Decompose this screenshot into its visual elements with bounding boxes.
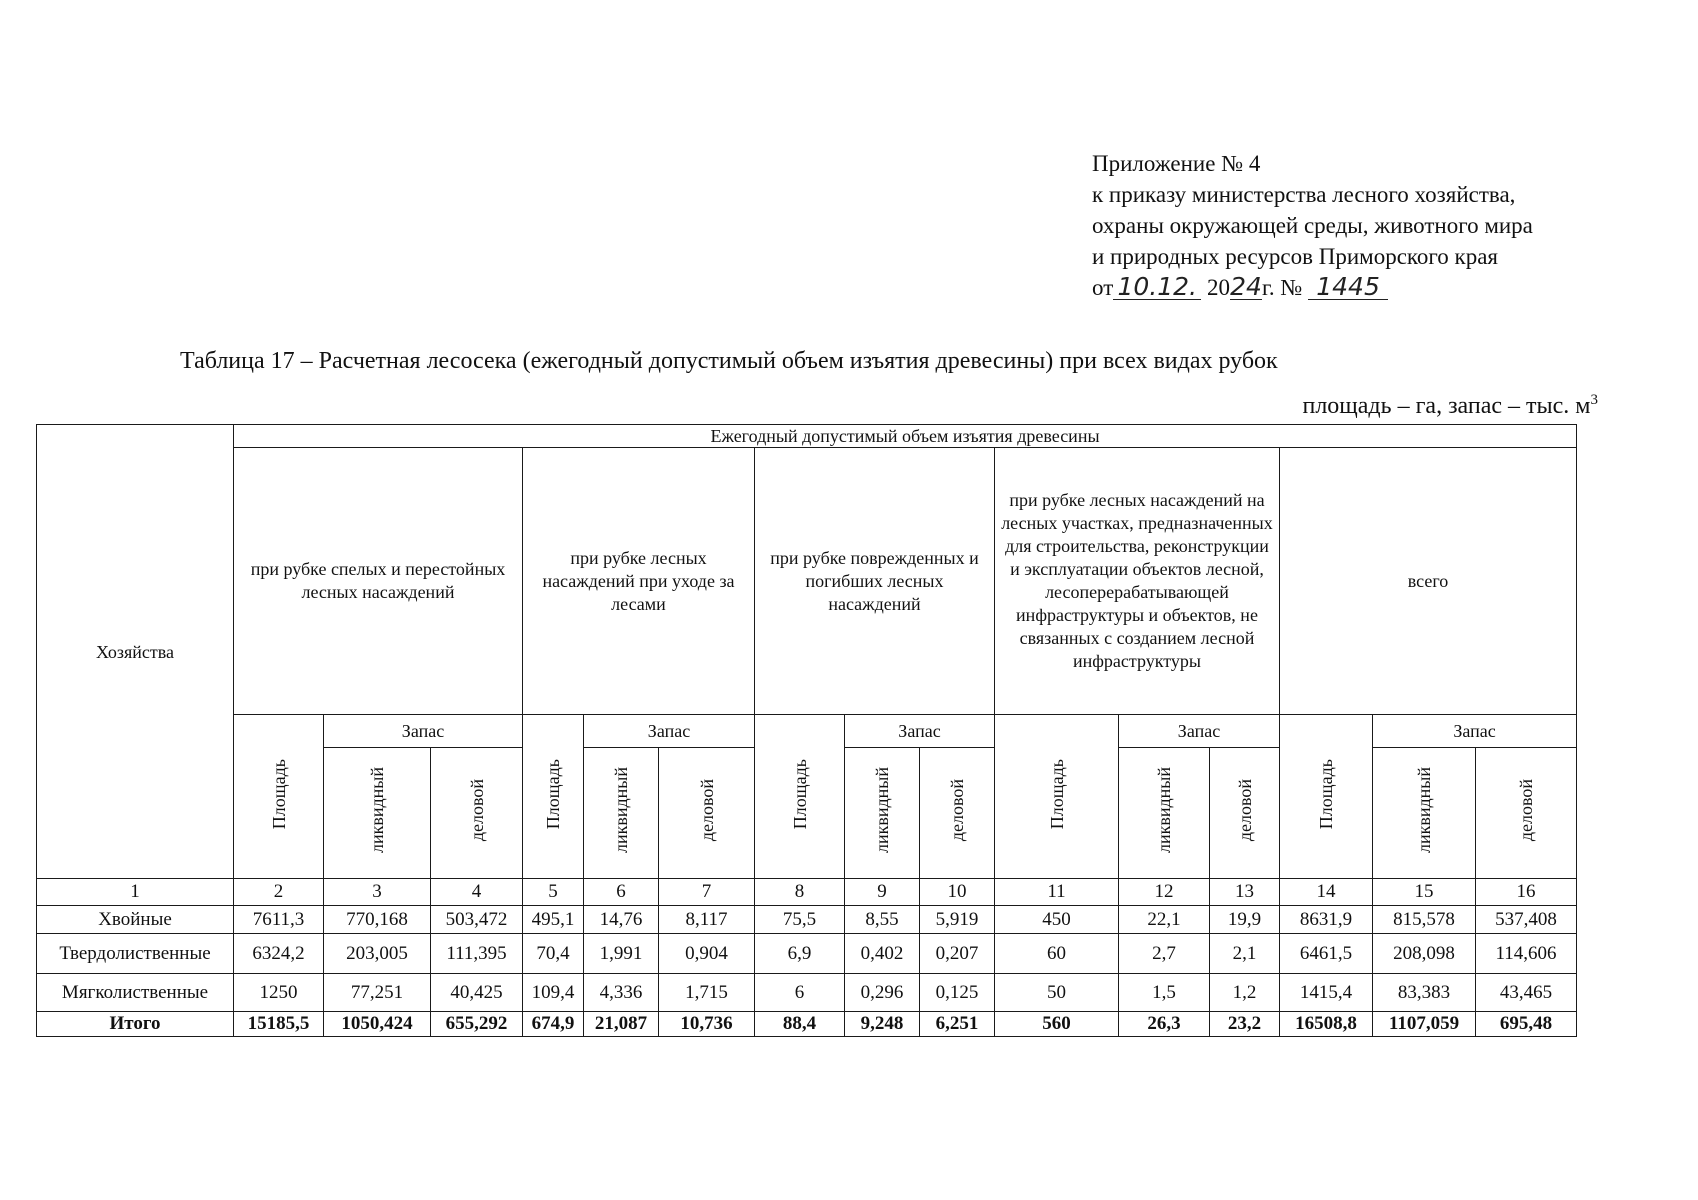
annex-year: 24 [1230, 272, 1262, 301]
group-header-1: при рубке спелых и перестойных лесных насаждений [234, 448, 523, 715]
business-header: деловой [920, 748, 995, 879]
table-row [37, 906, 1577, 934]
business-header: деловой [431, 748, 523, 879]
business-header: деловой [659, 748, 755, 879]
table-cell: 770,168 [324, 906, 431, 934]
total-cell: 23,2 [1210, 1012, 1280, 1037]
table-cell: 8,55 [845, 906, 920, 934]
table-cell: 83,383 [1373, 974, 1476, 1012]
allowable-cut-table [36, 424, 1577, 1037]
row-name: Мягколиственные [37, 974, 234, 1012]
table-cell: 5,919 [920, 906, 995, 934]
table-cell: 450 [995, 906, 1119, 934]
units-text: площадь – га, запас – тыс. м [1302, 393, 1591, 419]
table-row [37, 974, 1577, 1012]
total-cell: 655,292 [431, 1012, 523, 1037]
liquid-header: ликвидный [1119, 748, 1210, 879]
table-cell: 503,472 [431, 906, 523, 934]
table-cell: 1,2 [1210, 974, 1280, 1012]
table-cell: 109,4 [523, 974, 584, 1012]
stock-header: Запас [584, 715, 755, 748]
table-cell: 0,207 [920, 934, 995, 974]
table-cell: 2,7 [1119, 934, 1210, 974]
annex-line-1: Приложение № 4 [1092, 151, 1261, 176]
stock-header: Запас [845, 715, 995, 748]
business-header: деловой [1210, 748, 1280, 879]
area-header: Площадь [755, 715, 845, 879]
table-cell: 70,4 [523, 934, 584, 974]
area-header: Площадь [523, 715, 584, 879]
table-cell: 19,9 [1210, 906, 1280, 934]
total-cell: 88,4 [755, 1012, 845, 1037]
group-header-5: всего [1280, 448, 1577, 715]
table-cell: 0,904 [659, 934, 755, 974]
table-cell: 50 [995, 974, 1119, 1012]
column-number: 13 [1210, 879, 1280, 906]
table-cell: 208,098 [1373, 934, 1476, 974]
annex-year-prefix: 20 [1207, 275, 1230, 300]
table-cell: 0,402 [845, 934, 920, 974]
units-note [1302, 392, 1598, 420]
column-number: 8 [755, 879, 845, 906]
total-cell: 15185,5 [234, 1012, 324, 1037]
table-cell: 815,578 [1373, 906, 1476, 934]
header-farms: Хозяйства [37, 425, 234, 879]
total-cell: 695,48 [1476, 1012, 1577, 1037]
table-cell: 1415,4 [1280, 974, 1373, 1012]
table-cell: 1,991 [584, 934, 659, 974]
annex-line-3: охраны окружающей среды, животного мира [1092, 213, 1533, 238]
table-row [37, 934, 1577, 974]
total-cell: 9,248 [845, 1012, 920, 1037]
column-number: 5 [523, 879, 584, 906]
annex-block [1092, 148, 1533, 303]
column-number-row [37, 879, 1577, 906]
stock-header: Запас [324, 715, 523, 748]
table-cell: 1,715 [659, 974, 755, 1012]
total-row [37, 1012, 1577, 1037]
annex-prefix: от [1092, 275, 1114, 300]
annex-line-2: к приказу министерства лесного хозяйства, [1092, 182, 1516, 207]
table-cell: 4,336 [584, 974, 659, 1012]
column-number: 2 [234, 879, 324, 906]
annex-date: 10.12. [1113, 275, 1201, 300]
area-header: Площадь [995, 715, 1119, 879]
column-number: 3 [324, 879, 431, 906]
annex-line-5 [1092, 272, 1533, 303]
total-cell: 26,3 [1119, 1012, 1210, 1037]
total-cell: 560 [995, 1012, 1119, 1037]
row-name: Хвойные [37, 906, 234, 934]
header-top: Ежегодный допустимый объем изъятия древесины [234, 425, 1577, 448]
table-cell: 0,125 [920, 974, 995, 1012]
table-cell: 77,251 [324, 974, 431, 1012]
group-header-4: при рубке лесных насаждений на лесных участках, предназначенных для строительства, реконструкции и эксплуатации объектов лесной, лесоперерабатывающей инфраструктуры и объектов, не связанных с созданием лесной инфраструктуры [995, 448, 1280, 715]
stock-header: Запас [1373, 715, 1577, 748]
table-cell: 40,425 [431, 974, 523, 1012]
business-header: деловой [1476, 748, 1577, 879]
row-name: Твердолиственные [37, 934, 234, 974]
table-cell: 8,117 [659, 906, 755, 934]
table-cell: 60 [995, 934, 1119, 974]
table-cell: 75,5 [755, 906, 845, 934]
total-cell: 10,736 [659, 1012, 755, 1037]
total-cell: 16508,8 [1280, 1012, 1373, 1037]
column-number: 1 [37, 879, 234, 906]
group-header-3: при рубке поврежденных и погибших лесных насаждений [755, 448, 995, 715]
liquid-header: ликвидный [324, 748, 431, 879]
table-cell: 2,1 [1210, 934, 1280, 974]
liquid-header: ликвидный [1373, 748, 1476, 879]
column-number: 9 [845, 879, 920, 906]
table-cell: 6461,5 [1280, 934, 1373, 974]
total-cell: 1050,424 [324, 1012, 431, 1037]
table-cell: 1250 [234, 974, 324, 1012]
table-title: Таблица 17 – Расчетная лесосека (ежегодный допустимый объем изъятия древесины) при всех видах рубок [180, 348, 1278, 374]
table-cell: 537,408 [1476, 906, 1577, 934]
table-cell: 1,5 [1119, 974, 1210, 1012]
table-cell: 8631,9 [1280, 906, 1373, 934]
annex-line-4: и природных ресурсов Приморского края [1092, 244, 1498, 269]
table-cell: 43,465 [1476, 974, 1577, 1012]
table-cell: 7611,3 [234, 906, 324, 934]
table-cell: 14,76 [584, 906, 659, 934]
liquid-header: ликвидный [584, 748, 659, 879]
total-cell: 674,9 [523, 1012, 584, 1037]
column-number: 12 [1119, 879, 1210, 906]
stock-header: Запас [1119, 715, 1280, 748]
table-cell: 22,1 [1119, 906, 1210, 934]
total-cell: 1107,059 [1373, 1012, 1476, 1037]
units-sup: 3 [1590, 392, 1598, 408]
table-cell: 203,005 [324, 934, 431, 974]
group-header-2: при рубке лесных насаждений при уходе за лесами [523, 448, 755, 715]
column-number: 6 [584, 879, 659, 906]
table-cell: 0,296 [845, 974, 920, 1012]
column-number: 4 [431, 879, 523, 906]
column-number: 14 [1280, 879, 1373, 906]
area-header: Площадь [1280, 715, 1373, 879]
total-label: Итого [37, 1012, 234, 1037]
table-cell: 495,1 [523, 906, 584, 934]
annex-number: 1445 [1308, 275, 1388, 300]
total-cell: 21,087 [584, 1012, 659, 1037]
liquid-header: ликвидный [845, 748, 920, 879]
table-cell: 111,395 [431, 934, 523, 974]
column-number: 16 [1476, 879, 1577, 906]
table-cell: 114,606 [1476, 934, 1577, 974]
total-cell: 6,251 [920, 1012, 995, 1037]
table-cell: 6 [755, 974, 845, 1012]
table-cell: 6324,2 [234, 934, 324, 974]
column-number: 11 [995, 879, 1119, 906]
column-number: 7 [659, 879, 755, 906]
column-number: 10 [920, 879, 995, 906]
table-cell: 6,9 [755, 934, 845, 974]
area-header: Площадь [234, 715, 324, 879]
column-number: 15 [1373, 879, 1476, 906]
annex-mid: г. № [1262, 275, 1303, 300]
